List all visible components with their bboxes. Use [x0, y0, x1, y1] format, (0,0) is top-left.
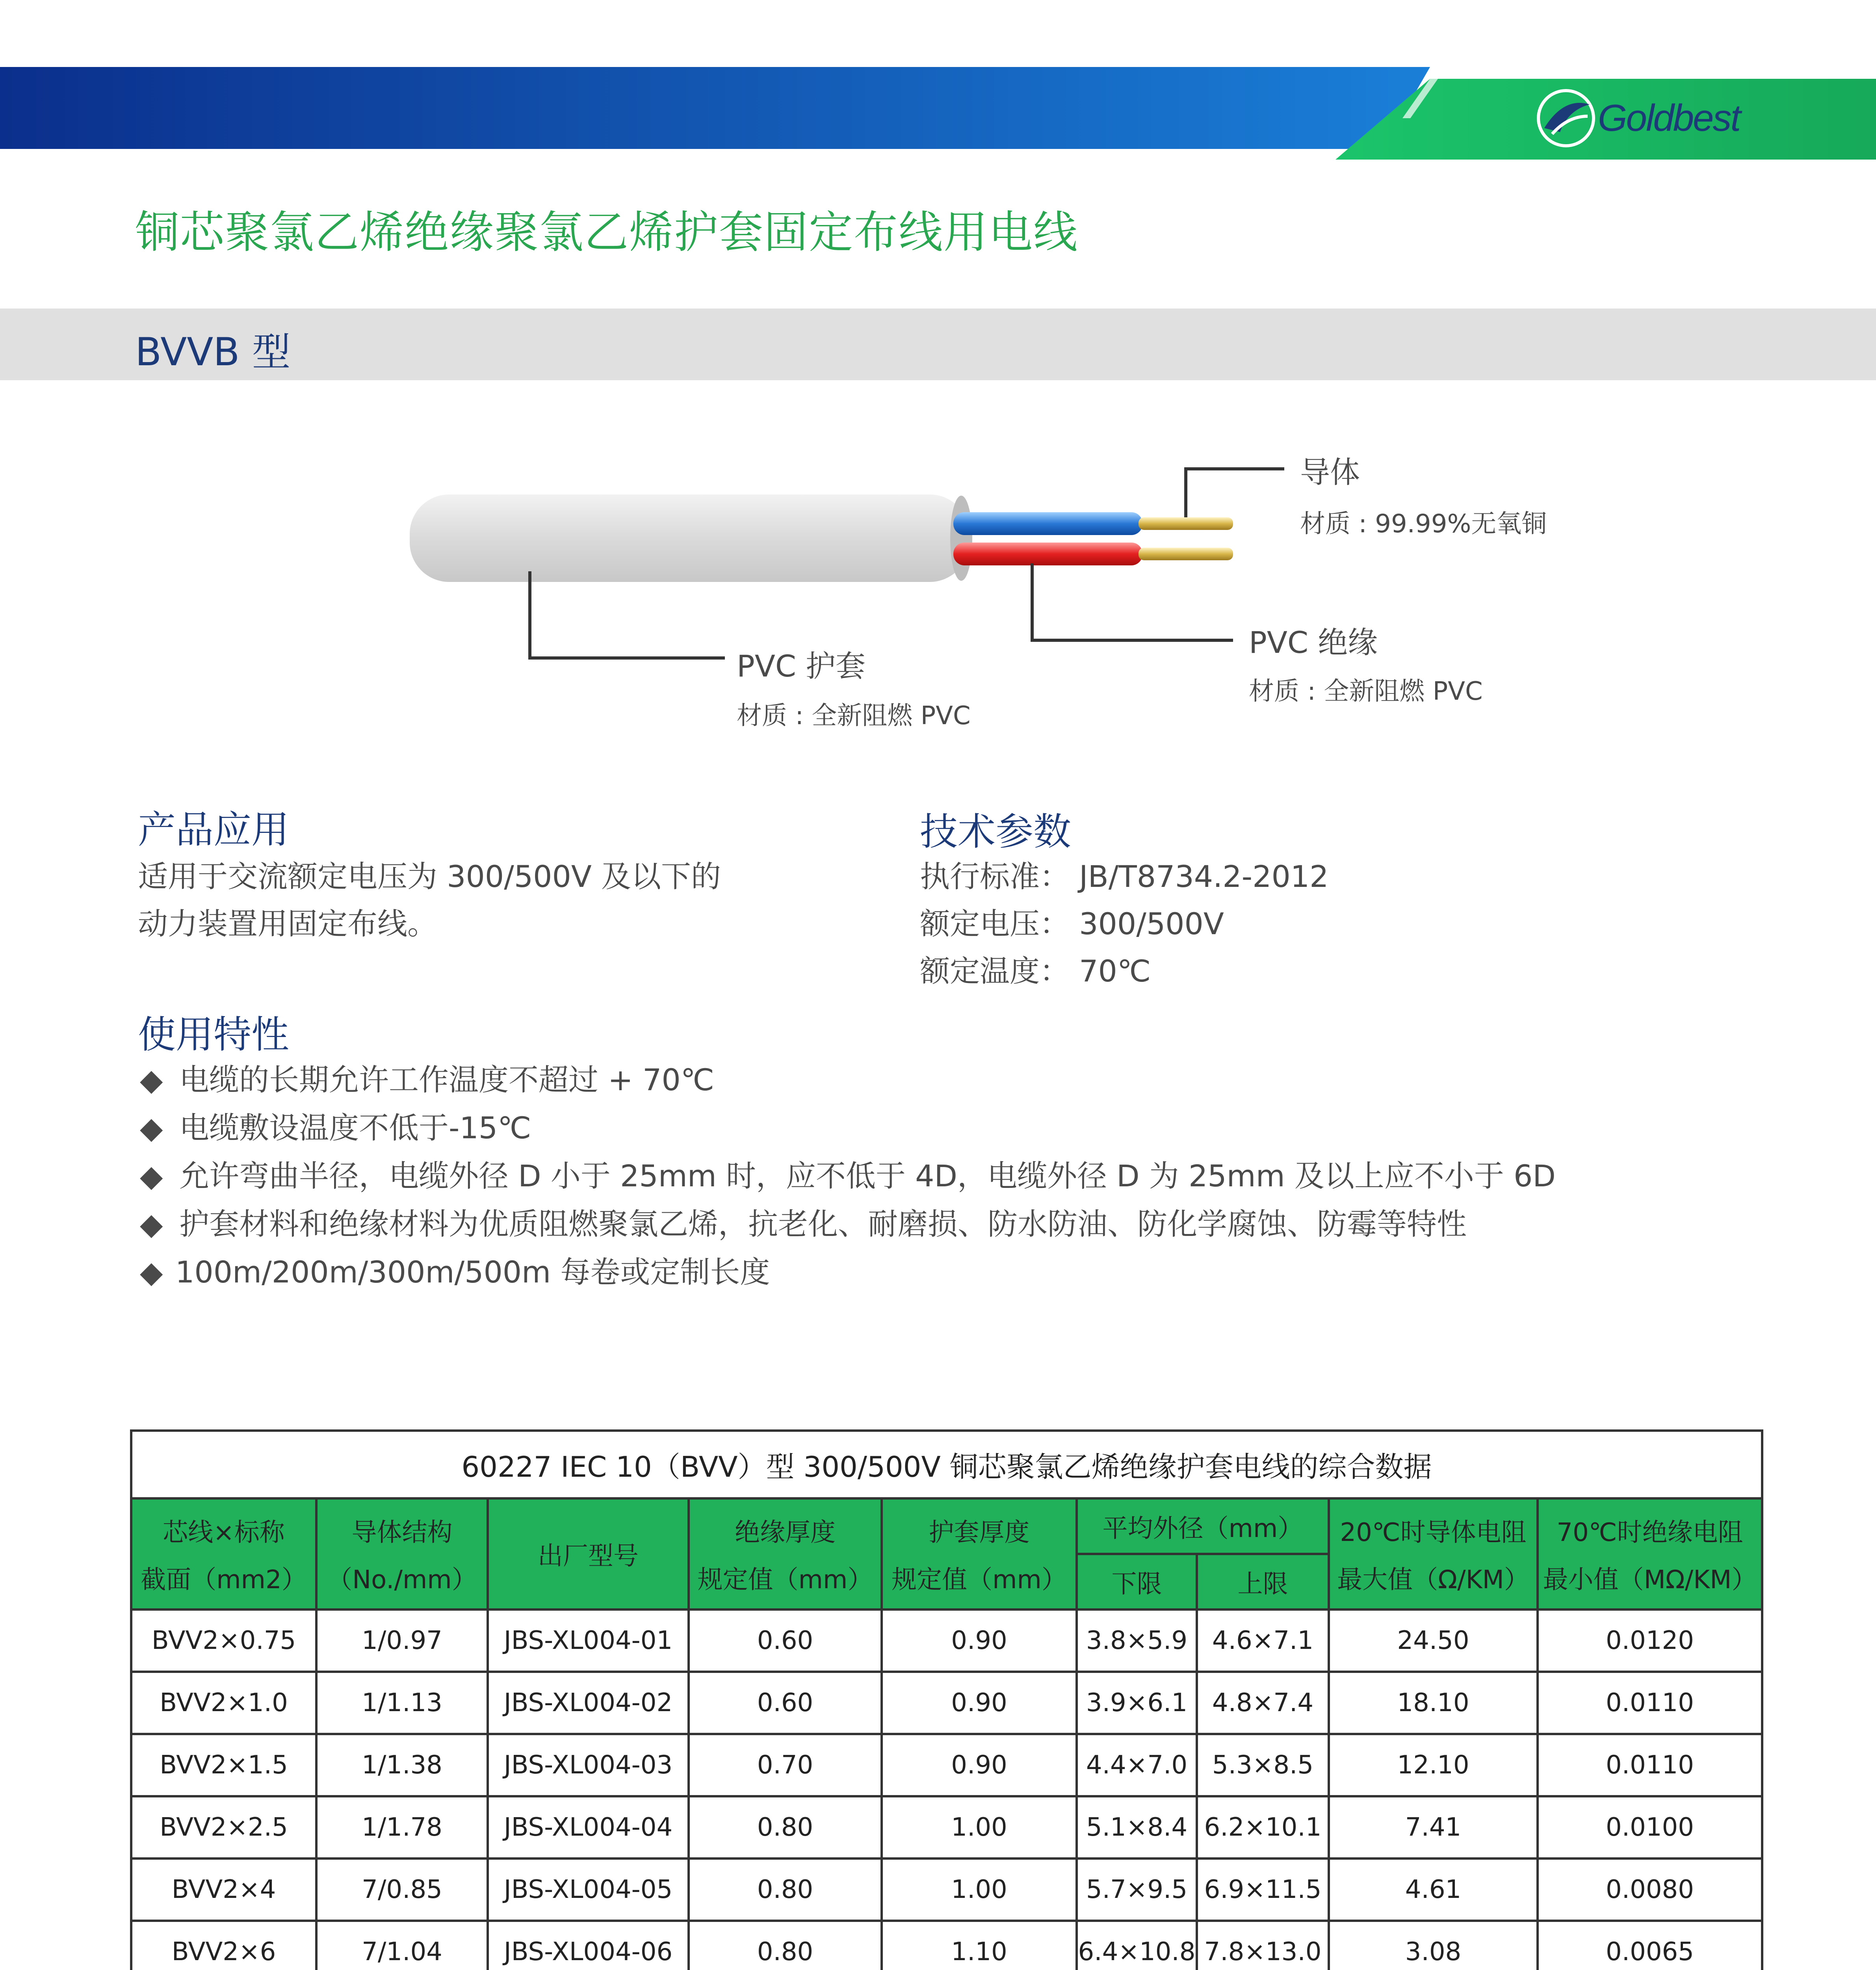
cell-upper-limit: 6.2×10.1	[1197, 1796, 1329, 1858]
cell-lower-limit: 3.9×6.1	[1077, 1672, 1197, 1734]
insulation-label: PVC 绝缘	[1249, 625, 1378, 660]
conductor-leader	[1186, 469, 1284, 517]
cell-model: JBS-XL004-01	[488, 1609, 689, 1672]
feature-item: ◆ 电缆敷设温度不低于-15℃	[140, 1104, 1556, 1152]
cell-core-section: BVV2×1.0	[131, 1672, 316, 1734]
blue-insulation	[953, 512, 1142, 535]
header-upper-limit: 上限	[1197, 1554, 1329, 1609]
cell-lower-limit: 5.1×8.4	[1077, 1796, 1197, 1858]
cell-core-section: BVV2×6	[131, 1921, 316, 1970]
cell-insulation-thickness: 0.60	[689, 1672, 882, 1734]
table-body	[131, 1609, 1762, 1970]
standard-param: 执行标准： JB/T8734.2-2012	[920, 859, 1329, 894]
cell-sheath-thickness: 0.90	[882, 1734, 1077, 1796]
features-list	[140, 1056, 1556, 1296]
cell-conductor-resistance: 12.10	[1329, 1734, 1538, 1796]
table-caption: 60227 IEC 10（BVV）型 300/500V 铜芯聚氯乙烯绝缘护套电线的综合数据	[131, 1431, 1762, 1498]
cell-upper-limit: 4.8×7.4	[1197, 1672, 1329, 1734]
table-row	[131, 1734, 1762, 1796]
cell-conductor-structure: 7/0.85	[316, 1858, 488, 1921]
insulation-material: 材质 : 全新阻燃 PVC	[1249, 677, 1483, 706]
copper-conductor-2	[1139, 548, 1233, 560]
cell-conductor-resistance: 7.41	[1329, 1796, 1538, 1858]
cell-sheath-thickness: 0.90	[882, 1672, 1077, 1734]
cell-sheath-thickness: 1.00	[882, 1796, 1077, 1858]
copper-conductor-1	[1139, 517, 1233, 530]
application-line: 动力装置用固定布线。	[138, 906, 437, 941]
cell-model: JBS-XL004-05	[488, 1858, 689, 1921]
cell-insulation-resistance: 0.0110	[1538, 1672, 1762, 1734]
cell-model: JBS-XL004-04	[488, 1796, 689, 1858]
feature-item: ◆ 允许弯曲半径，电缆外径 D 小于 25mm 时，应不低于 4D，电缆外径 D 为 25mm 及以上应不小于 6D	[140, 1152, 1556, 1200]
cell-insulation-resistance: 0.0120	[1538, 1609, 1762, 1672]
temperature-param: 额定温度： 70℃	[920, 953, 1151, 989]
cell-insulation-resistance: 0.0100	[1538, 1796, 1762, 1858]
cell-insulation-thickness: 0.80	[689, 1858, 882, 1921]
application-line: 适用于交流额定电压为 300/500V 及以下的	[138, 859, 721, 894]
sheath-label: PVC 护套	[737, 649, 866, 684]
logo-text: Goldbest	[1598, 97, 1740, 139]
application-text	[138, 853, 721, 948]
feature-item: ◆ 100m/200m/300m/500m 每卷或定制长度	[140, 1248, 1556, 1296]
cell-sheath-thickness: 1.00	[882, 1858, 1077, 1921]
cell-conductor-structure: 1/1.13	[316, 1672, 488, 1734]
company-logo[interactable]	[1536, 89, 1740, 148]
voltage-param: 额定电压： 300/500V	[920, 906, 1224, 941]
cell-insulation-resistance: 0.0065	[1538, 1921, 1762, 1970]
header-conductor-structure: 导体结构 （No./mm）	[316, 1498, 488, 1609]
cell-insulation-thickness: 0.70	[689, 1734, 882, 1796]
header-insulation-thickness: 绝缘厚度 规定值（mm）	[689, 1498, 882, 1609]
cell-conductor-structure: 1/1.38	[316, 1734, 488, 1796]
cell-lower-limit: 6.4×10.8	[1077, 1921, 1197, 1970]
conductor-label: 导体	[1300, 455, 1360, 490]
cell-upper-limit: 4.6×7.1	[1197, 1609, 1329, 1672]
diamond-bullet-icon: ◆	[140, 1206, 163, 1241]
pvc-sheath	[410, 494, 969, 582]
cell-model: JBS-XL004-03	[488, 1734, 689, 1796]
cell-insulation-thickness: 0.80	[689, 1921, 882, 1970]
model-type-label: BVVB 型	[135, 330, 291, 375]
technical-heading: 技术参数	[920, 810, 1071, 854]
cell-conductor-resistance: 24.50	[1329, 1609, 1538, 1672]
cell-insulation-thickness: 0.80	[689, 1796, 882, 1858]
cell-core-section: BVV2×2.5	[131, 1796, 316, 1858]
table-row	[131, 1921, 1762, 1970]
diamond-bullet-icon: ◆	[140, 1110, 163, 1145]
conductor-material: 材质 : 99.99%无氧铜	[1300, 509, 1547, 539]
cell-core-section: BVV2×1.5	[131, 1734, 316, 1796]
table-row	[131, 1672, 1762, 1734]
application-heading: 产品应用	[138, 808, 289, 852]
cell-lower-limit: 3.8×5.9	[1077, 1609, 1197, 1672]
spec-table	[130, 1429, 1763, 1970]
page-title: 铜芯聚氯乙烯绝缘聚氯乙烯护套固定布线用电线	[135, 207, 1078, 258]
table-row	[131, 1858, 1762, 1921]
header-conductor-resistance: 20℃时导体电阻 最大值（Ω/KM）	[1329, 1498, 1538, 1609]
header-insulation-resistance: 70℃时绝缘电阻 最小值（MΩ/KM）	[1538, 1498, 1762, 1609]
diamond-bullet-icon: ◆	[140, 1158, 163, 1193]
cell-upper-limit: 7.8×13.0	[1197, 1921, 1329, 1970]
cell-model: JBS-XL004-06	[488, 1921, 689, 1970]
cell-core-section: BVV2×0.75	[131, 1609, 316, 1672]
cell-conductor-resistance: 4.61	[1329, 1858, 1538, 1921]
header-core-section: 芯线×标称 截面（mm2）	[131, 1498, 316, 1609]
cell-conductor-resistance: 3.08	[1329, 1921, 1538, 1970]
feature-item: ◆ 电缆的长期允许工作温度不超过 + 70℃	[140, 1056, 1556, 1104]
header-lower-limit: 下限	[1077, 1554, 1197, 1609]
cell-upper-limit: 6.9×11.5	[1197, 1858, 1329, 1921]
cell-core-section: BVV2×4	[131, 1858, 316, 1921]
insulation-leader	[1032, 563, 1233, 640]
features-heading: 使用特性	[138, 1013, 289, 1057]
cell-lower-limit: 5.7×9.5	[1077, 1858, 1197, 1921]
cell-insulation-thickness: 0.60	[689, 1609, 882, 1672]
cell-conductor-structure: 1/0.97	[316, 1609, 488, 1672]
cell-lower-limit: 4.4×7.0	[1077, 1734, 1197, 1796]
header-sheath-thickness: 护套厚度 规定值（mm）	[882, 1498, 1077, 1609]
table-row	[131, 1609, 1762, 1672]
cell-sheath-thickness: 0.90	[882, 1609, 1077, 1672]
header-avg-diameter: 平均外径（mm）	[1077, 1498, 1329, 1554]
cell-model: JBS-XL004-02	[488, 1672, 689, 1734]
cell-insulation-resistance: 0.0080	[1538, 1858, 1762, 1921]
cell-conductor-resistance: 18.10	[1329, 1672, 1538, 1734]
header-model: 出厂型号	[488, 1498, 689, 1609]
sheath-leader	[530, 571, 725, 658]
technical-params	[920, 853, 1329, 995]
cell-sheath-thickness: 1.10	[882, 1921, 1077, 1970]
diamond-bullet-icon: ◆	[140, 1062, 163, 1097]
red-insulation	[953, 543, 1142, 565]
table-row	[131, 1796, 1762, 1858]
cell-insulation-resistance: 0.0110	[1538, 1734, 1762, 1796]
diamond-bullet-icon: ◆	[140, 1254, 163, 1290]
cell-conductor-structure: 7/1.04	[316, 1921, 488, 1970]
cell-upper-limit: 5.3×8.5	[1197, 1734, 1329, 1796]
sheath-material: 材质 : 全新阻燃 PVC	[737, 701, 971, 730]
logo-mark-icon	[1536, 89, 1596, 148]
cell-conductor-structure: 1/1.78	[316, 1796, 488, 1858]
feature-item: ◆ 护套材料和绝缘材料为优质阻燃聚氯乙烯，抗老化、耐磨损、防水防油、防化学腐蚀、防霉等特性	[140, 1200, 1556, 1248]
